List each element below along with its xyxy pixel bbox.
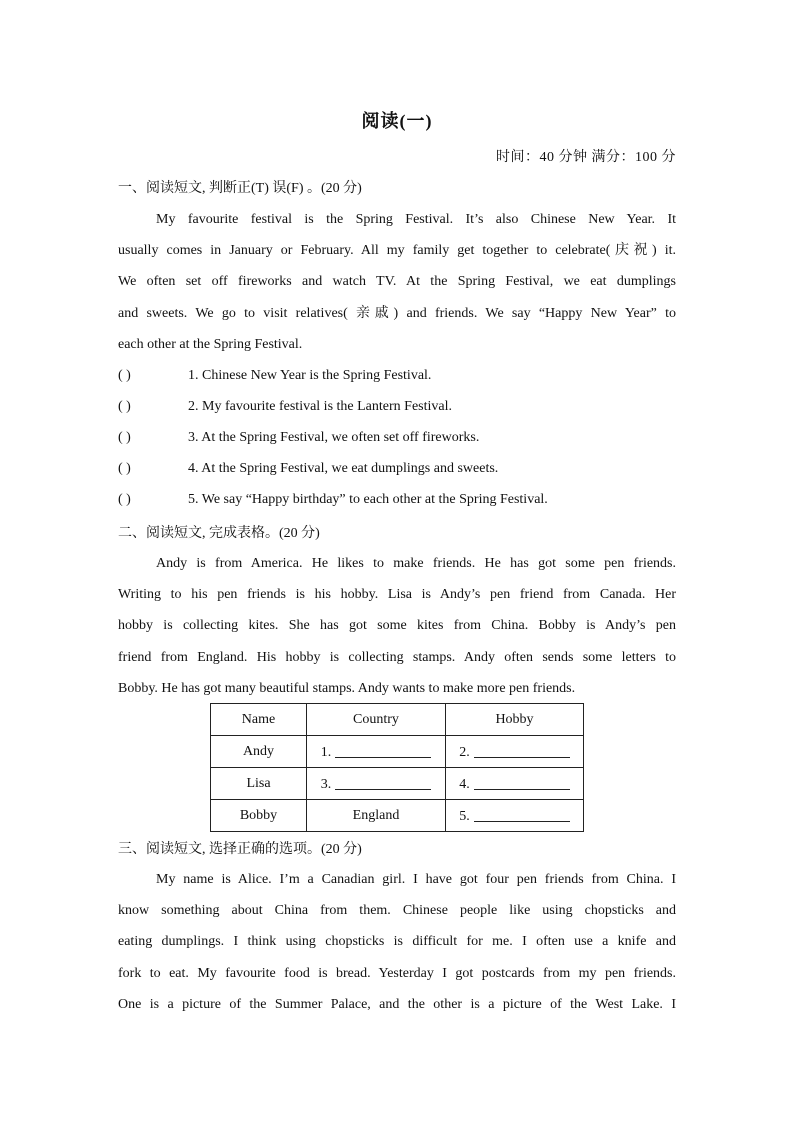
table-cell: England — [307, 800, 446, 832]
passage-line: Writing to his pen friends is his hobby. Lisa is Andy’s pen friend from Canada. Her — [118, 587, 676, 603]
answer-parenthesis[interactable]: ( ) — [118, 461, 131, 476]
section-2-passage — [118, 548, 676, 704]
passage-line: My name is Alice. I’m a Canadian girl. I have got four pen friends from China. I — [156, 872, 676, 887]
table-header: Hobby — [446, 704, 584, 736]
passage-line: eating dumplings. I think using chopsticks is difficult for me. I often use a knife and — [118, 934, 676, 950]
section-3-heading: 三、阅读短文, 选择正确的选项。(20 分) — [118, 842, 362, 857]
answer-parenthesis[interactable]: ( ) — [118, 368, 131, 383]
passage-line: friend from England. His hobby is collecting stamps. Andy often sends some letters to — [118, 649, 676, 665]
section-2-heading: 二、阅读短文, 完成表格。(20 分) — [118, 526, 320, 541]
answer-blank-cell[interactable] — [446, 768, 584, 800]
answer-parenthesis[interactable]: ( ) — [118, 492, 131, 507]
question-5 — [118, 492, 548, 508]
table-cell: Bobby — [211, 800, 307, 832]
answer-blank-cell[interactable] — [307, 736, 446, 768]
pen-friends-table — [210, 703, 584, 832]
answer-blank-line[interactable] — [335, 743, 431, 758]
table-row — [211, 768, 584, 800]
answer-blank-line[interactable] — [474, 775, 570, 790]
table-row — [211, 736, 584, 768]
passage-line: One is a picture of the Summer Palace, and the other is a picture of the West Lake. I — [118, 996, 676, 1012]
question-text: 2. My favourite festival is the Lantern Festival. — [188, 399, 452, 414]
passage-line: Andy is from America. He likes to make friends. He has got some pen friends. — [156, 556, 676, 571]
table-row — [211, 800, 584, 832]
blank-number: 5. — [459, 808, 470, 824]
section-1-passage — [118, 204, 676, 360]
question-text: 3. At the Spring Festival, we often set off fireworks. — [188, 430, 480, 445]
answer-blank-cell[interactable] — [307, 768, 446, 800]
passage-line: We often set off fireworks and watch TV. At the Spring Festival, we eat dumplings — [118, 274, 676, 290]
passage-line: hobby is collecting kites. She has got some kites from China. Bobby is Andy’s pen — [118, 618, 676, 634]
question-text: 4. At the Spring Festival, we eat dumplings and sweets. — [188, 461, 499, 476]
table-header-row — [211, 704, 584, 736]
question-4 — [118, 461, 498, 477]
answer-blank-line[interactable] — [474, 743, 570, 758]
time-score-info: 时间：40 分钟 满分：100 分 — [496, 150, 676, 165]
page-title: 阅读(一) — [361, 111, 433, 131]
passage-line: and sweets. We go to visit relatives( 亲戚) and friends. We say “Happy New Year” to — [118, 305, 676, 321]
answer-parenthesis[interactable]: ( ) — [118, 399, 131, 414]
answer-blank-line[interactable] — [335, 775, 431, 790]
answer-blank-cell[interactable] — [446, 736, 584, 768]
answer-blank-cell[interactable] — [446, 800, 584, 832]
question-text: 1. Chinese New Year is the Spring Festival. — [188, 368, 432, 383]
answer-parenthesis[interactable]: ( ) — [118, 430, 131, 445]
blank-number: 2. — [459, 744, 470, 760]
question-text: 5. We say “Happy birthday” to each other at the Spring Festival. — [188, 492, 548, 507]
passage-line: usually comes in January or February. All my family get together to celebrate(庆祝) it. — [118, 243, 676, 259]
section-1-heading: 一、阅读短文, 判断正(T) 误(F) 。(20 分) — [118, 181, 362, 196]
table-cell: Andy — [211, 736, 307, 768]
question-3 — [118, 430, 479, 446]
section-3-passage — [118, 864, 676, 1020]
table-cell: Lisa — [211, 768, 307, 800]
passage-line: Bobby. He has got many beautiful stamps. Andy wants to make more pen friends. — [118, 680, 576, 696]
question-2 — [118, 399, 452, 415]
passage-line: My favourite festival is the Spring Festival. It’s also Chinese New Year. It — [156, 212, 676, 227]
blank-number: 4. — [459, 776, 470, 792]
answer-blank-line[interactable] — [474, 807, 570, 822]
table-header: Name — [211, 704, 307, 736]
passage-line: fork to eat. My favourite food is bread. Yesterday I got postcards from my pen friends. — [118, 965, 676, 981]
passage-line: know something about China from them. Chinese people like using chopsticks and — [118, 903, 676, 919]
blank-number: 3. — [320, 776, 332, 792]
question-1 — [118, 368, 431, 384]
passage-line: each other at the Spring Festival. — [118, 336, 303, 352]
blank-number: 1. — [320, 744, 332, 760]
table-header: Country — [307, 704, 446, 736]
